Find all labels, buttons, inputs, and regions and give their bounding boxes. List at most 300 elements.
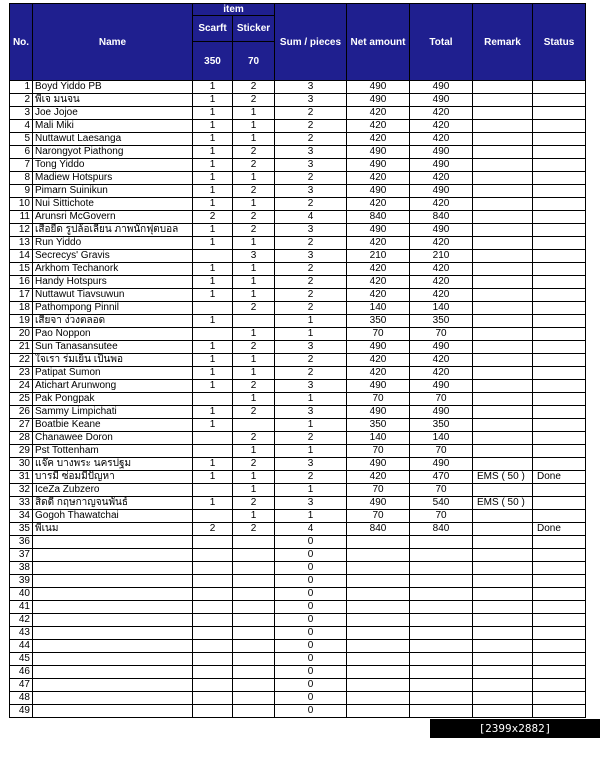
- cell-status[interactable]: [533, 588, 586, 601]
- cell-scarf-qty[interactable]: 1: [193, 471, 233, 484]
- cell-sum-pieces[interactable]: 1: [275, 510, 347, 523]
- cell-status[interactable]: [533, 315, 586, 328]
- cell-name[interactable]: [33, 536, 193, 549]
- cell-scarf-qty[interactable]: 1: [193, 341, 233, 354]
- cell-name[interactable]: [33, 666, 193, 679]
- cell-scarf-qty[interactable]: 1: [193, 289, 233, 302]
- cell-remark[interactable]: [473, 341, 533, 354]
- cell-remark[interactable]: [473, 289, 533, 302]
- cell-net-amount[interactable]: 70: [347, 393, 410, 406]
- cell-no[interactable]: 1: [10, 81, 33, 94]
- cell-total[interactable]: 490: [410, 81, 473, 94]
- cell-remark[interactable]: [473, 666, 533, 679]
- cell-remark[interactable]: [473, 120, 533, 133]
- cell-sticker-qty[interactable]: [233, 666, 275, 679]
- cell-status[interactable]: [533, 81, 586, 94]
- cell-no[interactable]: 18: [10, 302, 33, 315]
- cell-status[interactable]: [533, 341, 586, 354]
- cell-no[interactable]: 6: [10, 146, 33, 159]
- cell-sum-pieces[interactable]: 2: [275, 367, 347, 380]
- cell-no[interactable]: 38: [10, 562, 33, 575]
- cell-no[interactable]: 9: [10, 185, 33, 198]
- cell-name[interactable]: [33, 640, 193, 653]
- cell-net-amount[interactable]: 350: [347, 315, 410, 328]
- cell-net-amount[interactable]: 490: [347, 458, 410, 471]
- cell-sum-pieces[interactable]: 3: [275, 406, 347, 419]
- cell-total[interactable]: 350: [410, 419, 473, 432]
- cell-total[interactable]: 470: [410, 471, 473, 484]
- cell-remark[interactable]: [473, 679, 533, 692]
- cell-sum-pieces[interactable]: 3: [275, 497, 347, 510]
- cell-status[interactable]: [533, 133, 586, 146]
- cell-scarf-qty[interactable]: [193, 640, 233, 653]
- cell-total[interactable]: 420: [410, 276, 473, 289]
- cell-name[interactable]: Arunsri McGovern: [33, 211, 193, 224]
- cell-total[interactable]: 840: [410, 523, 473, 536]
- cell-sum-pieces[interactable]: 0: [275, 653, 347, 666]
- cell-no[interactable]: 12: [10, 224, 33, 237]
- cell-total[interactable]: 490: [410, 406, 473, 419]
- cell-no[interactable]: 40: [10, 588, 33, 601]
- cell-status[interactable]: [533, 549, 586, 562]
- cell-status[interactable]: [533, 536, 586, 549]
- cell-scarf-qty[interactable]: [193, 614, 233, 627]
- cell-total[interactable]: 840: [410, 211, 473, 224]
- cell-net-amount[interactable]: 420: [347, 107, 410, 120]
- cell-sticker-qty[interactable]: 2: [233, 523, 275, 536]
- cell-no[interactable]: 46: [10, 666, 33, 679]
- cell-name[interactable]: [33, 588, 193, 601]
- cell-scarf-qty[interactable]: [193, 536, 233, 549]
- cell-sticker-qty[interactable]: 1: [233, 237, 275, 250]
- cell-sticker-qty[interactable]: 2: [233, 380, 275, 393]
- cell-remark[interactable]: [473, 640, 533, 653]
- cell-no[interactable]: 19: [10, 315, 33, 328]
- cell-sum-pieces[interactable]: 2: [275, 432, 347, 445]
- cell-net-amount[interactable]: 420: [347, 471, 410, 484]
- cell-no[interactable]: 16: [10, 276, 33, 289]
- cell-status[interactable]: [533, 237, 586, 250]
- cell-total[interactable]: 490: [410, 341, 473, 354]
- cell-sticker-qty[interactable]: 2: [233, 185, 275, 198]
- cell-no[interactable]: 43: [10, 627, 33, 640]
- cell-remark[interactable]: [473, 575, 533, 588]
- cell-sticker-qty[interactable]: 2: [233, 146, 275, 159]
- cell-remark[interactable]: [473, 224, 533, 237]
- cell-sticker-qty[interactable]: 2: [233, 432, 275, 445]
- cell-status[interactable]: [533, 497, 586, 510]
- cell-name[interactable]: Patipat Sumon: [33, 367, 193, 380]
- cell-sum-pieces[interactable]: 2: [275, 198, 347, 211]
- cell-sum-pieces[interactable]: 4: [275, 211, 347, 224]
- cell-remark[interactable]: [473, 536, 533, 549]
- cell-name[interactable]: [33, 692, 193, 705]
- cell-sum-pieces[interactable]: 3: [275, 458, 347, 471]
- cell-total[interactable]: 70: [410, 393, 473, 406]
- cell-sticker-qty[interactable]: [233, 627, 275, 640]
- cell-total[interactable]: 420: [410, 367, 473, 380]
- cell-scarf-qty[interactable]: 1: [193, 159, 233, 172]
- cell-sticker-qty[interactable]: 1: [233, 289, 275, 302]
- cell-no[interactable]: 24: [10, 380, 33, 393]
- cell-no[interactable]: 49: [10, 705, 33, 718]
- cell-no[interactable]: 37: [10, 549, 33, 562]
- cell-total[interactable]: 490: [410, 458, 473, 471]
- cell-total[interactable]: 420: [410, 107, 473, 120]
- cell-sum-pieces[interactable]: 0: [275, 562, 347, 575]
- cell-total[interactable]: [410, 679, 473, 692]
- cell-total[interactable]: [410, 705, 473, 718]
- cell-sum-pieces[interactable]: 2: [275, 237, 347, 250]
- cell-status[interactable]: [533, 705, 586, 718]
- cell-status[interactable]: [533, 679, 586, 692]
- cell-net-amount[interactable]: 70: [347, 484, 410, 497]
- cell-no[interactable]: 32: [10, 484, 33, 497]
- cell-sticker-qty[interactable]: 2: [233, 159, 275, 172]
- cell-sticker-qty[interactable]: 1: [233, 354, 275, 367]
- cell-net-amount[interactable]: 210: [347, 250, 410, 263]
- cell-name[interactable]: Pathompong Pinnil: [33, 302, 193, 315]
- cell-scarf-qty[interactable]: [193, 510, 233, 523]
- cell-name[interactable]: สิดดี กฤษกาญจนพันธ์: [33, 497, 193, 510]
- cell-status[interactable]: [533, 419, 586, 432]
- cell-remark[interactable]: [473, 562, 533, 575]
- cell-net-amount[interactable]: 420: [347, 237, 410, 250]
- cell-sum-pieces[interactable]: 0: [275, 601, 347, 614]
- cell-total[interactable]: [410, 562, 473, 575]
- cell-name[interactable]: Pao Noppon: [33, 328, 193, 341]
- cell-sticker-qty[interactable]: 2: [233, 94, 275, 107]
- cell-scarf-qty[interactable]: 1: [193, 419, 233, 432]
- cell-net-amount[interactable]: 420: [347, 172, 410, 185]
- cell-net-amount[interactable]: 350: [347, 419, 410, 432]
- cell-total[interactable]: 350: [410, 315, 473, 328]
- cell-name[interactable]: Madiew Hotspurs: [33, 172, 193, 185]
- cell-name[interactable]: Sammy Limpichati: [33, 406, 193, 419]
- cell-total[interactable]: 420: [410, 133, 473, 146]
- cell-remark[interactable]: [473, 653, 533, 666]
- cell-scarf-qty[interactable]: 1: [193, 185, 233, 198]
- cell-name[interactable]: Pimarn Suinikun: [33, 185, 193, 198]
- cell-net-amount[interactable]: 70: [347, 328, 410, 341]
- cell-remark[interactable]: [473, 146, 533, 159]
- cell-sticker-qty[interactable]: 1: [233, 198, 275, 211]
- cell-scarf-qty[interactable]: 1: [193, 380, 233, 393]
- cell-total[interactable]: 420: [410, 172, 473, 185]
- cell-no[interactable]: 22: [10, 354, 33, 367]
- cell-scarf-qty[interactable]: 1: [193, 315, 233, 328]
- cell-sticker-qty[interactable]: 2: [233, 406, 275, 419]
- cell-status[interactable]: [533, 380, 586, 393]
- cell-remark[interactable]: [473, 692, 533, 705]
- cell-remark[interactable]: [473, 484, 533, 497]
- cell-status[interactable]: [533, 692, 586, 705]
- cell-name[interactable]: Boyd Yiddo PB: [33, 81, 193, 94]
- cell-sticker-qty[interactable]: 1: [233, 367, 275, 380]
- cell-scarf-qty[interactable]: 1: [193, 120, 233, 133]
- cell-sticker-qty[interactable]: 1: [233, 263, 275, 276]
- cell-net-amount[interactable]: [347, 666, 410, 679]
- cell-sum-pieces[interactable]: 1: [275, 484, 347, 497]
- cell-net-amount[interactable]: [347, 692, 410, 705]
- cell-name[interactable]: เสียจา ง่วงตลอด: [33, 315, 193, 328]
- cell-sticker-qty[interactable]: [233, 315, 275, 328]
- cell-net-amount[interactable]: 490: [347, 380, 410, 393]
- cell-net-amount[interactable]: 420: [347, 198, 410, 211]
- cell-name[interactable]: Nuttawut Tiavsuwun: [33, 289, 193, 302]
- cell-remark[interactable]: [473, 588, 533, 601]
- cell-remark[interactable]: [473, 185, 533, 198]
- cell-remark[interactable]: [473, 627, 533, 640]
- cell-total[interactable]: [410, 575, 473, 588]
- cell-status[interactable]: [533, 211, 586, 224]
- cell-name[interactable]: Tong Yiddo: [33, 159, 193, 172]
- cell-status[interactable]: [533, 146, 586, 159]
- cell-net-amount[interactable]: 70: [347, 510, 410, 523]
- cell-sum-pieces[interactable]: 2: [275, 302, 347, 315]
- cell-sticker-qty[interactable]: 1: [233, 484, 275, 497]
- cell-no[interactable]: 35: [10, 523, 33, 536]
- cell-status[interactable]: [533, 445, 586, 458]
- cell-remark[interactable]: [473, 445, 533, 458]
- cell-status[interactable]: [533, 406, 586, 419]
- cell-status[interactable]: [533, 614, 586, 627]
- cell-total[interactable]: 490: [410, 185, 473, 198]
- cell-name[interactable]: Secrecys' Gravis: [33, 250, 193, 263]
- cell-net-amount[interactable]: 490: [347, 94, 410, 107]
- cell-net-amount[interactable]: 420: [347, 263, 410, 276]
- cell-sum-pieces[interactable]: 2: [275, 276, 347, 289]
- cell-total[interactable]: 420: [410, 354, 473, 367]
- cell-no[interactable]: 23: [10, 367, 33, 380]
- cell-total[interactable]: 70: [410, 484, 473, 497]
- cell-sum-pieces[interactable]: 0: [275, 627, 347, 640]
- cell-status[interactable]: [533, 653, 586, 666]
- cell-sum-pieces[interactable]: 3: [275, 380, 347, 393]
- cell-no[interactable]: 7: [10, 159, 33, 172]
- cell-name[interactable]: เสื้อยืด รูปล้อเลียน ภาพนักฟุตบอล: [33, 224, 193, 237]
- cell-remark[interactable]: [473, 159, 533, 172]
- cell-sum-pieces[interactable]: 1: [275, 328, 347, 341]
- cell-sum-pieces[interactable]: 1: [275, 445, 347, 458]
- cell-net-amount[interactable]: 420: [347, 289, 410, 302]
- cell-sticker-qty[interactable]: 1: [233, 120, 275, 133]
- cell-scarf-qty[interactable]: 1: [193, 406, 233, 419]
- cell-sticker-qty[interactable]: 1: [233, 107, 275, 120]
- cell-net-amount[interactable]: 490: [347, 185, 410, 198]
- cell-remark[interactable]: [473, 328, 533, 341]
- cell-name[interactable]: [33, 705, 193, 718]
- cell-net-amount[interactable]: 490: [347, 224, 410, 237]
- cell-scarf-qty[interactable]: 1: [193, 81, 233, 94]
- cell-no[interactable]: 20: [10, 328, 33, 341]
- cell-status[interactable]: [533, 185, 586, 198]
- cell-name[interactable]: แจ๊ค บางพระ นครปฐม: [33, 458, 193, 471]
- cell-no[interactable]: 48: [10, 692, 33, 705]
- cell-sum-pieces[interactable]: 2: [275, 471, 347, 484]
- cell-no[interactable]: 33: [10, 497, 33, 510]
- cell-sum-pieces[interactable]: 3: [275, 250, 347, 263]
- cell-total[interactable]: 540: [410, 497, 473, 510]
- cell-sticker-qty[interactable]: [233, 614, 275, 627]
- cell-remark[interactable]: EMS ( 50 ): [473, 497, 533, 510]
- cell-status[interactable]: [533, 172, 586, 185]
- cell-sticker-qty[interactable]: 2: [233, 302, 275, 315]
- cell-remark[interactable]: [473, 705, 533, 718]
- cell-no[interactable]: 2: [10, 94, 33, 107]
- cell-sum-pieces[interactable]: 2: [275, 263, 347, 276]
- cell-total[interactable]: [410, 549, 473, 562]
- cell-remark[interactable]: [473, 315, 533, 328]
- cell-sum-pieces[interactable]: 0: [275, 666, 347, 679]
- cell-sticker-qty[interactable]: [233, 536, 275, 549]
- cell-total[interactable]: 490: [410, 146, 473, 159]
- cell-sum-pieces[interactable]: 3: [275, 146, 347, 159]
- cell-remark[interactable]: [473, 380, 533, 393]
- cell-status[interactable]: [533, 302, 586, 315]
- cell-remark[interactable]: [473, 81, 533, 94]
- cell-net-amount[interactable]: 840: [347, 211, 410, 224]
- cell-net-amount[interactable]: [347, 588, 410, 601]
- cell-sum-pieces[interactable]: 0: [275, 536, 347, 549]
- cell-total[interactable]: [410, 536, 473, 549]
- cell-no[interactable]: 28: [10, 432, 33, 445]
- cell-net-amount[interactable]: 420: [347, 367, 410, 380]
- cell-sum-pieces[interactable]: 1: [275, 315, 347, 328]
- cell-status[interactable]: [533, 458, 586, 471]
- cell-sum-pieces[interactable]: 0: [275, 640, 347, 653]
- cell-name[interactable]: [33, 614, 193, 627]
- cell-scarf-qty[interactable]: 1: [193, 367, 233, 380]
- cell-no[interactable]: 25: [10, 393, 33, 406]
- cell-name[interactable]: Run Yiddo: [33, 237, 193, 250]
- cell-net-amount[interactable]: [347, 549, 410, 562]
- cell-remark[interactable]: [473, 614, 533, 627]
- cell-no[interactable]: 39: [10, 575, 33, 588]
- cell-scarf-qty[interactable]: [193, 250, 233, 263]
- cell-scarf-qty[interactable]: [193, 601, 233, 614]
- cell-sticker-qty[interactable]: 1: [233, 471, 275, 484]
- cell-sticker-qty[interactable]: 2: [233, 341, 275, 354]
- cell-total[interactable]: [410, 588, 473, 601]
- cell-sticker-qty[interactable]: [233, 562, 275, 575]
- cell-scarf-qty[interactable]: [193, 666, 233, 679]
- cell-scarf-qty[interactable]: [193, 432, 233, 445]
- cell-sticker-qty[interactable]: [233, 549, 275, 562]
- cell-name[interactable]: Mali Miki: [33, 120, 193, 133]
- cell-sticker-qty[interactable]: [233, 588, 275, 601]
- cell-status[interactable]: [533, 224, 586, 237]
- cell-scarf-qty[interactable]: [193, 562, 233, 575]
- cell-sum-pieces[interactable]: 0: [275, 692, 347, 705]
- cell-status[interactable]: [533, 263, 586, 276]
- cell-status[interactable]: [533, 328, 586, 341]
- cell-scarf-qty[interactable]: [193, 627, 233, 640]
- cell-remark[interactable]: [473, 419, 533, 432]
- cell-remark[interactable]: EMS ( 50 ): [473, 471, 533, 484]
- cell-scarf-qty[interactable]: 1: [193, 263, 233, 276]
- cell-no[interactable]: 3: [10, 107, 33, 120]
- cell-net-amount[interactable]: 490: [347, 159, 410, 172]
- cell-scarf-qty[interactable]: [193, 679, 233, 692]
- cell-sticker-qty[interactable]: [233, 679, 275, 692]
- cell-sticker-qty[interactable]: 1: [233, 276, 275, 289]
- cell-name[interactable]: Atichart Arunwong: [33, 380, 193, 393]
- cell-sticker-qty[interactable]: 1: [233, 172, 275, 185]
- cell-remark[interactable]: [473, 94, 533, 107]
- cell-status[interactable]: Done: [533, 471, 586, 484]
- cell-scarf-qty[interactable]: 1: [193, 172, 233, 185]
- cell-net-amount[interactable]: 420: [347, 133, 410, 146]
- cell-remark[interactable]: [473, 276, 533, 289]
- cell-sum-pieces[interactable]: 0: [275, 679, 347, 692]
- cell-net-amount[interactable]: [347, 614, 410, 627]
- cell-remark[interactable]: [473, 107, 533, 120]
- cell-remark[interactable]: [473, 549, 533, 562]
- cell-remark[interactable]: [473, 510, 533, 523]
- cell-status[interactable]: [533, 250, 586, 263]
- cell-status[interactable]: [533, 666, 586, 679]
- cell-scarf-qty[interactable]: [193, 445, 233, 458]
- cell-scarf-qty[interactable]: 1: [193, 354, 233, 367]
- cell-total[interactable]: [410, 601, 473, 614]
- cell-scarf-qty[interactable]: 1: [193, 224, 233, 237]
- cell-scarf-qty[interactable]: [193, 705, 233, 718]
- cell-no[interactable]: 42: [10, 614, 33, 627]
- cell-status[interactable]: [533, 484, 586, 497]
- cell-sticker-qty[interactable]: 2: [233, 458, 275, 471]
- cell-sum-pieces[interactable]: 0: [275, 549, 347, 562]
- cell-sum-pieces[interactable]: 4: [275, 523, 347, 536]
- cell-remark[interactable]: [473, 367, 533, 380]
- cell-total[interactable]: 490: [410, 380, 473, 393]
- cell-sum-pieces[interactable]: 2: [275, 289, 347, 302]
- cell-status[interactable]: [533, 159, 586, 172]
- cell-no[interactable]: 13: [10, 237, 33, 250]
- cell-status[interactable]: [533, 289, 586, 302]
- cell-sticker-qty[interactable]: 3: [233, 250, 275, 263]
- cell-total[interactable]: 70: [410, 510, 473, 523]
- cell-remark[interactable]: [473, 393, 533, 406]
- cell-sum-pieces[interactable]: 2: [275, 120, 347, 133]
- cell-status[interactable]: [533, 276, 586, 289]
- cell-net-amount[interactable]: 490: [347, 146, 410, 159]
- cell-total[interactable]: 420: [410, 263, 473, 276]
- cell-scarf-qty[interactable]: 1: [193, 497, 233, 510]
- cell-no[interactable]: 30: [10, 458, 33, 471]
- cell-remark[interactable]: [473, 198, 533, 211]
- cell-total[interactable]: 420: [410, 289, 473, 302]
- cell-status[interactable]: [533, 393, 586, 406]
- cell-scarf-qty[interactable]: 1: [193, 94, 233, 107]
- cell-name[interactable]: Handy Hotspurs: [33, 276, 193, 289]
- cell-name[interactable]: Nui Sittichote: [33, 198, 193, 211]
- cell-status[interactable]: [533, 107, 586, 120]
- cell-name[interactable]: [33, 549, 193, 562]
- cell-scarf-qty[interactable]: [193, 692, 233, 705]
- cell-name[interactable]: Arkhom Techanork: [33, 263, 193, 276]
- cell-status[interactable]: [533, 575, 586, 588]
- cell-no[interactable]: 4: [10, 120, 33, 133]
- cell-sticker-qty[interactable]: 2: [233, 497, 275, 510]
- cell-scarf-qty[interactable]: [193, 302, 233, 315]
- cell-scarf-qty[interactable]: [193, 328, 233, 341]
- cell-sticker-qty[interactable]: [233, 705, 275, 718]
- cell-total[interactable]: 140: [410, 432, 473, 445]
- cell-no[interactable]: 36: [10, 536, 33, 549]
- cell-no[interactable]: 10: [10, 198, 33, 211]
- cell-remark[interactable]: [473, 263, 533, 276]
